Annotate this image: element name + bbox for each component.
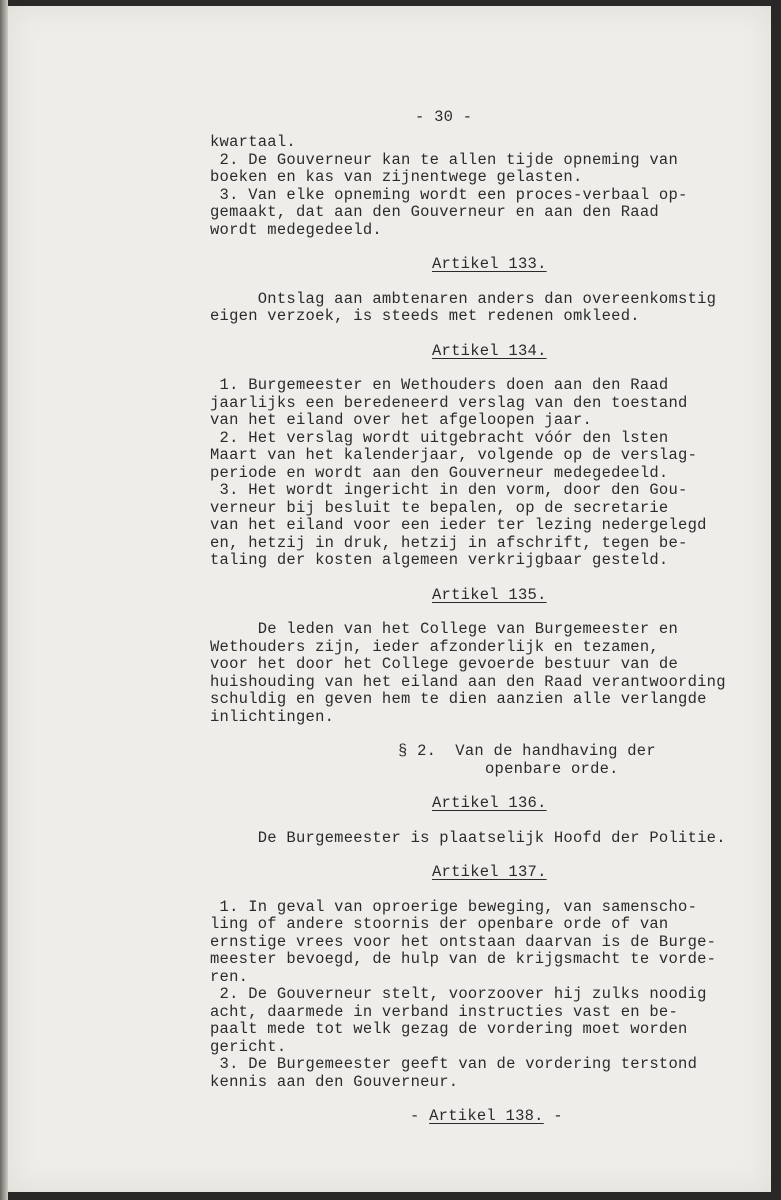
- text-line: 2. De Gouverneur stelt, voorzoover hij zulks noodig: [210, 985, 707, 1003]
- text-line: Maart van het kalenderjaar, volgende op de verslag-: [210, 446, 698, 464]
- next-article-catchword: [210, 1108, 770, 1126]
- text-line: gemaakt, dat aan den Gouverneur en aan den Raad: [210, 203, 659, 221]
- text-line: ren.: [210, 967, 249, 986]
- text-line: jaarlijks een beredeneerd verslag van den toestand: [210, 393, 688, 412]
- catchword-prefix: -: [410, 1107, 430, 1125]
- text-line: acht, daarmede in verband instructies vast en be-: [210, 1002, 679, 1021]
- text-line: inlichtingen.: [210, 707, 335, 726]
- text-line: De Burgemeester is plaatselijk Hoofd der Politie.: [210, 828, 726, 847]
- text-line: kwartaal.: [210, 133, 296, 151]
- text-line: 2. Het verslag wordt uitgebracht vóór den lsten: [210, 428, 669, 447]
- text-line: De leden van het College van Burgemeester en: [210, 620, 679, 638]
- text-line: Ontslag aan ambtenaren anders dan overeenkomstig: [210, 289, 717, 308]
- text-line: ernstige vrees voor het ontstaan daarvan is de Burge-: [210, 932, 717, 951]
- article-heading: Artikel 137.: [432, 863, 547, 881]
- text-line: 3. Het wordt ingericht in den vorm, door den Gou-: [210, 481, 688, 499]
- section-heading: § 2. Van de handhaving der: [398, 742, 656, 760]
- page-binding-edge: [0, 0, 8, 1200]
- text-line: eigen verzoek, is steeds met redenen omkleed.: [210, 307, 640, 325]
- text-line: meester bevoegd, de hulp van de krijgsmacht te vorde-: [210, 950, 717, 968]
- text-line: ling of andere stoornis der openbare orde of van: [210, 915, 669, 933]
- typewritten-text: [210, 100, 770, 1126]
- text-line: verneur bij besluit te bepalen, op de secretarie: [210, 498, 669, 517]
- text-line: huishouding van het eiland aan den Raad verantwoording: [210, 672, 726, 691]
- article-heading: Artikel 133.: [432, 255, 547, 273]
- text-line: van het eiland over het afgeloopen jaar.: [210, 411, 593, 429]
- article-heading: Artikel 136.: [432, 794, 547, 812]
- text-line: wordt medegedeeld.: [210, 220, 382, 239]
- text-line: taling der kosten algemeen verkrijgbaar gesteld.: [210, 551, 669, 569]
- text-line: kennis aan den Gouverneur.: [210, 1072, 459, 1091]
- text-line: Wethouders zijn, ieder afzonderlijk en tezamen,: [210, 637, 659, 656]
- section-heading: openbare orde.: [485, 759, 619, 778]
- catchword-suffix: -: [543, 1107, 563, 1125]
- text-line: 1. In geval van oproerige beweging, van samenscho-: [210, 897, 698, 916]
- text-line: 1. Burgemeester en Wethouders doen aan den Raad: [210, 376, 669, 394]
- text-line: paalt mede tot welk gezag de vordering moet worden: [210, 1020, 688, 1038]
- article-heading: Artikel 135.: [432, 585, 547, 604]
- article-heading: Artikel 134.: [432, 341, 547, 360]
- catchword-text: Artikel 138.: [429, 1107, 544, 1125]
- text-line: periode en wordt aan den Gouverneur medegedeeld.: [210, 463, 669, 482]
- text-line: 2. De Gouverneur kan te allen tijde opneming van: [210, 150, 679, 169]
- text-line: voor het door het College gevoerde bestuur van de: [210, 655, 679, 673]
- text-line: boeken en kas van zijnentwege gelasten.: [210, 168, 583, 186]
- page-number: - 30 -: [415, 108, 473, 126]
- text-line: 3. De Burgemeester geeft van de vordering terstond: [210, 1055, 698, 1073]
- text-line: gericht.: [210, 1037, 287, 1056]
- text-line: en, hetzij in druk, hetzij in afschrift, tegen be-: [210, 533, 688, 552]
- text-line: van het eiland voor een ieder ter lezing nedergelegd: [210, 516, 707, 534]
- text-line: schuldig en geven hem te dien aanzien alle verlangde: [210, 690, 707, 708]
- text-line: 3. Van elke opneming wordt een proces-verbaal op-: [210, 185, 688, 204]
